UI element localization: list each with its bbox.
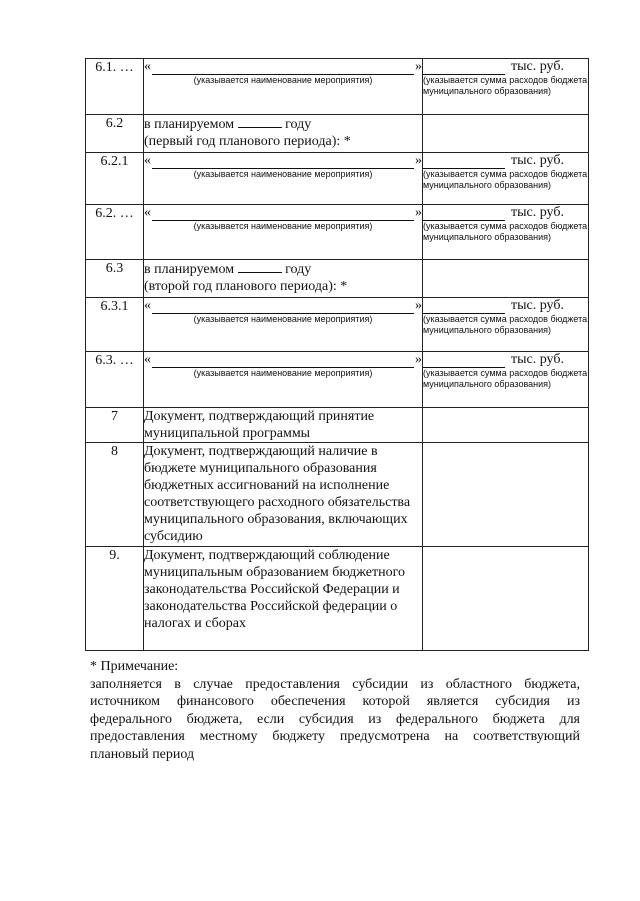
sum-cell: тыс. руб. (указывается сумма расходов бюджета муниципального образования) [423,205,589,260]
event-name-hint: (указывается наименование мероприятия) [193,75,373,85]
event-name-cell: « » (указывается наименование мероприятия) [144,298,423,352]
event-name-field[interactable] [152,207,414,221]
event-name-cell: « » (указывается наименование мероприятия) [144,153,423,205]
document-description: Документ, подтверждающий наличие в бюджете муниципального образования бюджетных ассигнований на исполнение соответствующего расходного обязательства муниципального образования, включающих субсидию [144,443,423,547]
sum-hint: (указывается сумма расходов бюджета муниципального образования) [423,75,588,96]
row-number: 6.2.1 [86,153,144,205]
table-row [86,298,589,352]
sum-field[interactable] [423,207,505,221]
sum-cell: тыс. руб. (указывается сумма расходов бюджета муниципального образования) [423,298,589,352]
document-table [85,58,589,651]
table-row [86,59,589,115]
planned-year-cell: в планируемом году (второй год планового периода): * [144,260,423,298]
footnote [90,658,580,763]
sum-hint: (указывается сумма расходов бюджета муниципального образования) [423,314,588,335]
event-name-hint: (указывается наименование мероприятия) [193,221,373,231]
event-name-cell: « » (указывается наименование мероприятия) [144,205,423,260]
empty-cell [423,115,589,153]
row-number: 6.3. … [86,352,144,408]
row-number: 6.2 [86,115,144,153]
footnote-title: * Примечание: [90,659,179,674]
footnote-body: заполняется в случае предоставления субсидии из областного бюджета, источником финансового обеспечения которой является субсидия из федерального бюджета, если субсидия из федерального бюджета для предоставления местному бюджету предусмотрена на соответствующий плановый период [90,676,580,762]
event-name-field[interactable] [152,354,414,368]
event-name-hint: (указывается наименование мероприятия) [193,314,373,324]
event-name-cell: « » (указывается наименование мероприятия) [144,59,423,115]
empty-cell [423,547,589,651]
document-description: Документ, подтверждающий принятие муниципальной программы [144,408,423,443]
table-row [86,408,589,443]
sum-hint: (указывается сумма расходов бюджета муниципального образования) [423,221,588,242]
table-row [86,205,589,260]
table-row [86,352,589,408]
year-field[interactable] [238,115,282,128]
event-name-field[interactable] [152,61,414,75]
document-description: Документ, подтверждающий соблюдение муниципальным образованием бюджетного законодательства Российской Федерации и законодательства Российской федерации о налогах и сборах [144,547,423,651]
sum-cell: тыс. руб. (указывается сумма расходов бюджета муниципального образования) [423,352,589,408]
sum-field[interactable] [423,354,505,368]
table-row [86,153,589,205]
table-row [86,443,589,547]
row-number: 9. [86,547,144,651]
sum-field[interactable] [423,300,505,314]
row-number: 6.3.1 [86,298,144,352]
row-number: 7 [86,408,144,443]
empty-cell [423,443,589,547]
event-name-hint: (указывается наименование мероприятия) [193,169,373,179]
row-number: 6.3 [86,260,144,298]
year-field[interactable] [238,260,282,273]
event-name-field[interactable] [152,300,414,314]
table-row [86,547,589,651]
row-number: 6.2. … [86,205,144,260]
sum-hint: (указывается сумма расходов бюджета муниципального образования) [423,368,588,389]
row-number: 8 [86,443,144,547]
table-row [86,115,589,153]
sum-hint: (указывается сумма расходов бюджета муниципального образования) [423,169,588,190]
sum-field[interactable] [423,155,505,169]
table-row [86,260,589,298]
row-number: 6.1. … [86,59,144,115]
event-name-field[interactable] [152,155,414,169]
empty-cell [423,260,589,298]
empty-cell [423,408,589,443]
planned-year-cell: в планируемом году (первый год планового периода): * [144,115,423,153]
sum-field[interactable] [423,61,505,75]
sum-cell: тыс. руб. (указывается сумма расходов бюджета муниципального образования) [423,59,589,115]
sum-cell: тыс. руб. (указывается сумма расходов бюджета муниципального образования) [423,153,589,205]
event-name-cell: « » (указывается наименование мероприятия) [144,352,423,408]
event-name-hint: (указывается наименование мероприятия) [193,368,373,378]
